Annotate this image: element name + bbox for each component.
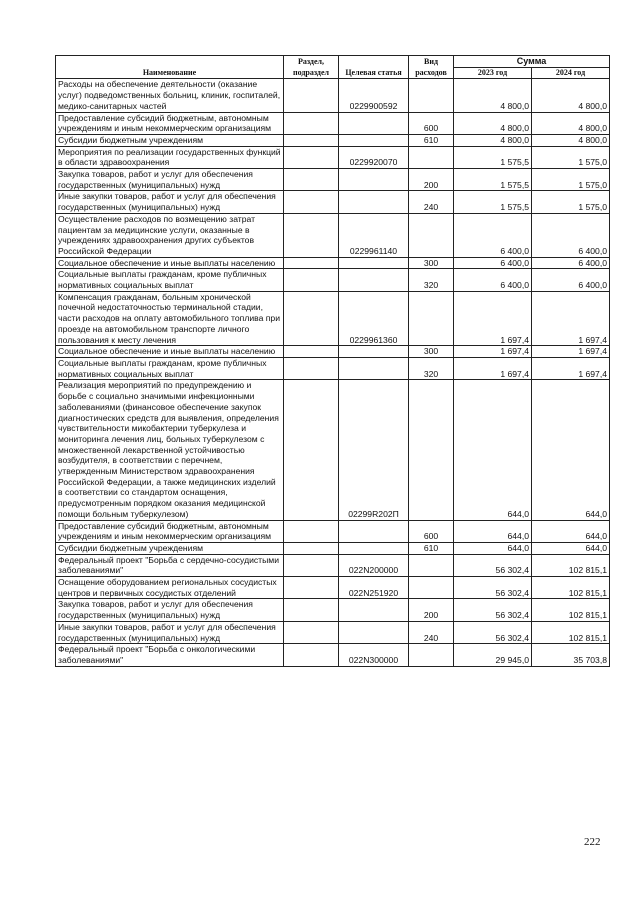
- row-sum-2024: 1 575,0: [532, 191, 610, 213]
- row-sum-2023: 644,0: [454, 520, 532, 542]
- row-kind: 240: [409, 621, 454, 643]
- row-sum-2023: 1 697,4: [454, 291, 532, 346]
- row-section: [284, 542, 339, 554]
- table-row: [56, 644, 610, 666]
- header-sum: Сумма: [454, 56, 610, 68]
- table-row: [56, 599, 610, 621]
- row-name: Иные закупки товаров, работ и услуг для обеспечения государственных (муниципальных) нужд: [56, 191, 284, 213]
- row-name: Закупка товаров, работ и услуг для обеспечения государственных (муниципальных) нужд: [56, 599, 284, 621]
- row-target: 02299R202П: [339, 380, 409, 520]
- table-row: [56, 213, 610, 257]
- header-name: Наименование: [56, 56, 284, 79]
- row-name: Закупка товаров, работ и услуг для обеспечения государственных (муниципальных) нужд: [56, 169, 284, 191]
- row-target: [339, 269, 409, 291]
- table-row: [56, 291, 610, 346]
- row-sum-2024: 1 697,4: [532, 291, 610, 346]
- row-name: Социальное обеспечение и иные выплаты населению: [56, 346, 284, 358]
- row-target: [339, 134, 409, 146]
- row-sum-2024: 4 800,0: [532, 134, 610, 146]
- row-kind: 300: [409, 257, 454, 269]
- row-sum-2024: 1 697,4: [532, 357, 610, 379]
- row-kind: 240: [409, 191, 454, 213]
- row-sum-2024: 644,0: [532, 542, 610, 554]
- budget-table: [55, 55, 610, 667]
- row-sum-2023: 56 302,4: [454, 577, 532, 599]
- table-row: [56, 169, 610, 191]
- row-sum-2023: 4 800,0: [454, 79, 532, 112]
- table-row: [56, 621, 610, 643]
- row-name: Реализация мероприятий по предупреждению и борьбе с социально значимыми инфекционными заболеваниями (финансовое обеспечение закупок диагностических средств для выявления, определения чувствительности микобактерии туберкулеза и мониторинга лечения лиц, больных туберкулезом с множественной лекарственной устойчивостью возбудителя, в соответствии с перечнем, утвержденным Министерством здравоохранения Российской Федерации, а также медицинских изделий в соответствии со стандартом оснащения, предусмотренным порядком оказания медицинской помощи больным туберкулезом): [56, 380, 284, 520]
- row-sum-2024: 102 815,1: [532, 599, 610, 621]
- row-sum-2023: 1 697,4: [454, 357, 532, 379]
- table-row: [56, 134, 610, 146]
- header-expense-type: Вид расходов: [409, 56, 454, 79]
- row-name: Субсидии бюджетным учреждениям: [56, 542, 284, 554]
- row-name: Федеральный проект "Борьба с сердечно-сосудистыми заболеваниями": [56, 554, 284, 576]
- row-sum-2023: 644,0: [454, 380, 532, 520]
- table-header: [56, 56, 610, 79]
- row-sum-2023: 1 575,5: [454, 146, 532, 168]
- row-section: [284, 213, 339, 257]
- row-section: [284, 621, 339, 643]
- row-target: [339, 357, 409, 379]
- header-section: Раздел, подраздел: [284, 56, 339, 79]
- table-row: [56, 257, 610, 269]
- row-kind: 320: [409, 357, 454, 379]
- row-target: [339, 191, 409, 213]
- row-sum-2023: 56 302,4: [454, 554, 532, 576]
- row-target: [339, 542, 409, 554]
- row-kind: [409, 291, 454, 346]
- table-row: [56, 577, 610, 599]
- row-kind: 610: [409, 134, 454, 146]
- header-year-2023: 2023 год: [454, 67, 532, 79]
- row-section: [284, 291, 339, 346]
- page-number: 222: [584, 836, 601, 848]
- row-sum-2023: 1 697,4: [454, 346, 532, 358]
- row-sum-2024: 35 703,8: [532, 644, 610, 666]
- table-row: [56, 554, 610, 576]
- table-row: [56, 346, 610, 358]
- row-sum-2023: 6 400,0: [454, 213, 532, 257]
- table-row: [56, 380, 610, 520]
- row-sum-2024: 6 400,0: [532, 269, 610, 291]
- header-target: Целевая статья: [339, 56, 409, 79]
- row-sum-2024: 1 575,0: [532, 169, 610, 191]
- row-sum-2023: 6 400,0: [454, 269, 532, 291]
- row-sum-2024: 4 800,0: [532, 79, 610, 112]
- row-sum-2024: 102 815,1: [532, 621, 610, 643]
- table-row: [56, 269, 610, 291]
- row-sum-2024: 1 697,4: [532, 346, 610, 358]
- row-sum-2024: 644,0: [532, 520, 610, 542]
- table-row: [56, 191, 610, 213]
- row-sum-2024: 1 575,0: [532, 146, 610, 168]
- row-section: [284, 577, 339, 599]
- row-section: [284, 112, 339, 134]
- row-section: [284, 599, 339, 621]
- row-kind: 600: [409, 520, 454, 542]
- row-sum-2024: 102 815,1: [532, 577, 610, 599]
- row-section: [284, 357, 339, 379]
- row-name: Предоставление субсидий бюджетным, автономным учреждениям и иным некоммерческим организациям: [56, 112, 284, 134]
- row-section: [284, 146, 339, 168]
- row-target: [339, 112, 409, 134]
- row-section: [284, 554, 339, 576]
- row-name: Мероприятия по реализации государственных функций в области здравоохранения: [56, 146, 284, 168]
- row-kind: 610: [409, 542, 454, 554]
- row-target: 022N251920: [339, 577, 409, 599]
- row-sum-2023: 644,0: [454, 542, 532, 554]
- row-kind: [409, 644, 454, 666]
- row-kind: 300: [409, 346, 454, 358]
- row-name: Субсидии бюджетным учреждениям: [56, 134, 284, 146]
- row-kind: 320: [409, 269, 454, 291]
- row-name: Предоставление субсидий бюджетным, автономным учреждениям и иным некоммерческим организациям: [56, 520, 284, 542]
- row-name: Социальные выплаты гражданам, кроме публичных нормативных социальных выплат: [56, 357, 284, 379]
- row-kind: 200: [409, 169, 454, 191]
- row-name: Федеральный проект "Борьба с онкологическими заболеваниями": [56, 644, 284, 666]
- row-kind: 200: [409, 599, 454, 621]
- row-sum-2023: 1 575,5: [454, 169, 532, 191]
- table-row: [56, 542, 610, 554]
- row-kind: [409, 79, 454, 112]
- row-section: [284, 269, 339, 291]
- row-target: 0229920070: [339, 146, 409, 168]
- row-sum-2023: 4 800,0: [454, 112, 532, 134]
- row-sum-2023: 4 800,0: [454, 134, 532, 146]
- row-section: [284, 380, 339, 520]
- table-row: [56, 112, 610, 134]
- row-kind: [409, 146, 454, 168]
- row-target: 0229961360: [339, 291, 409, 346]
- row-section: [284, 346, 339, 358]
- row-target: [339, 257, 409, 269]
- table-body: [56, 79, 610, 666]
- row-target: [339, 621, 409, 643]
- row-target: [339, 520, 409, 542]
- table-row: [56, 357, 610, 379]
- table-row: [56, 146, 610, 168]
- row-sum-2024: 102 815,1: [532, 554, 610, 576]
- row-section: [284, 169, 339, 191]
- row-sum-2023: 29 945,0: [454, 644, 532, 666]
- row-kind: [409, 213, 454, 257]
- row-name: Иные закупки товаров, работ и услуг для обеспечения государственных (муниципальных) нужд: [56, 621, 284, 643]
- row-name: Расходы на обеспечение деятельности (оказание услуг) подведомственных больниц, клиник, госпиталей, медико-санитарных частей: [56, 79, 284, 112]
- row-section: [284, 79, 339, 112]
- row-section: [284, 191, 339, 213]
- row-sum-2024: 644,0: [532, 380, 610, 520]
- row-name: Социальное обеспечение и иные выплаты населению: [56, 257, 284, 269]
- row-sum-2023: 56 302,4: [454, 599, 532, 621]
- row-kind: [409, 380, 454, 520]
- row-target: [339, 169, 409, 191]
- row-sum-2024: 6 400,0: [532, 213, 610, 257]
- row-sum-2023: 56 302,4: [454, 621, 532, 643]
- row-sum-2024: 4 800,0: [532, 112, 610, 134]
- row-sum-2023: 1 575,5: [454, 191, 532, 213]
- row-sum-2024: 6 400,0: [532, 257, 610, 269]
- row-section: [284, 644, 339, 666]
- header-year-2024: 2024 год: [532, 67, 610, 79]
- row-target: 022N200000: [339, 554, 409, 576]
- row-kind: [409, 554, 454, 576]
- row-target: 022N300000: [339, 644, 409, 666]
- row-target: 0229961140: [339, 213, 409, 257]
- row-target: [339, 599, 409, 621]
- row-target: 0229900592: [339, 79, 409, 112]
- row-section: [284, 134, 339, 146]
- row-section: [284, 520, 339, 542]
- row-kind: [409, 577, 454, 599]
- row-section: [284, 257, 339, 269]
- row-name: Осуществление расходов по возмещению затрат пациентам за медицинские услуги, оказанные в учреждениях здравоохранения других субъектов Российской Федерации: [56, 213, 284, 257]
- row-kind: 600: [409, 112, 454, 134]
- table-row: [56, 79, 610, 112]
- row-sum-2023: 6 400,0: [454, 257, 532, 269]
- row-target: [339, 346, 409, 358]
- row-name: Социальные выплаты гражданам, кроме публичных нормативных социальных выплат: [56, 269, 284, 291]
- row-name: Компенсация гражданам, больным хронической почечной недостаточностью терминальной стадии, части расходов на оплату автомобильного топлива при проезде на автомобильном транспорте личного пользования к месту лечения: [56, 291, 284, 346]
- table-row: [56, 520, 610, 542]
- row-name: Оснащение оборудованием региональных сосудистых центров и первичных сосудистых отделений: [56, 577, 284, 599]
